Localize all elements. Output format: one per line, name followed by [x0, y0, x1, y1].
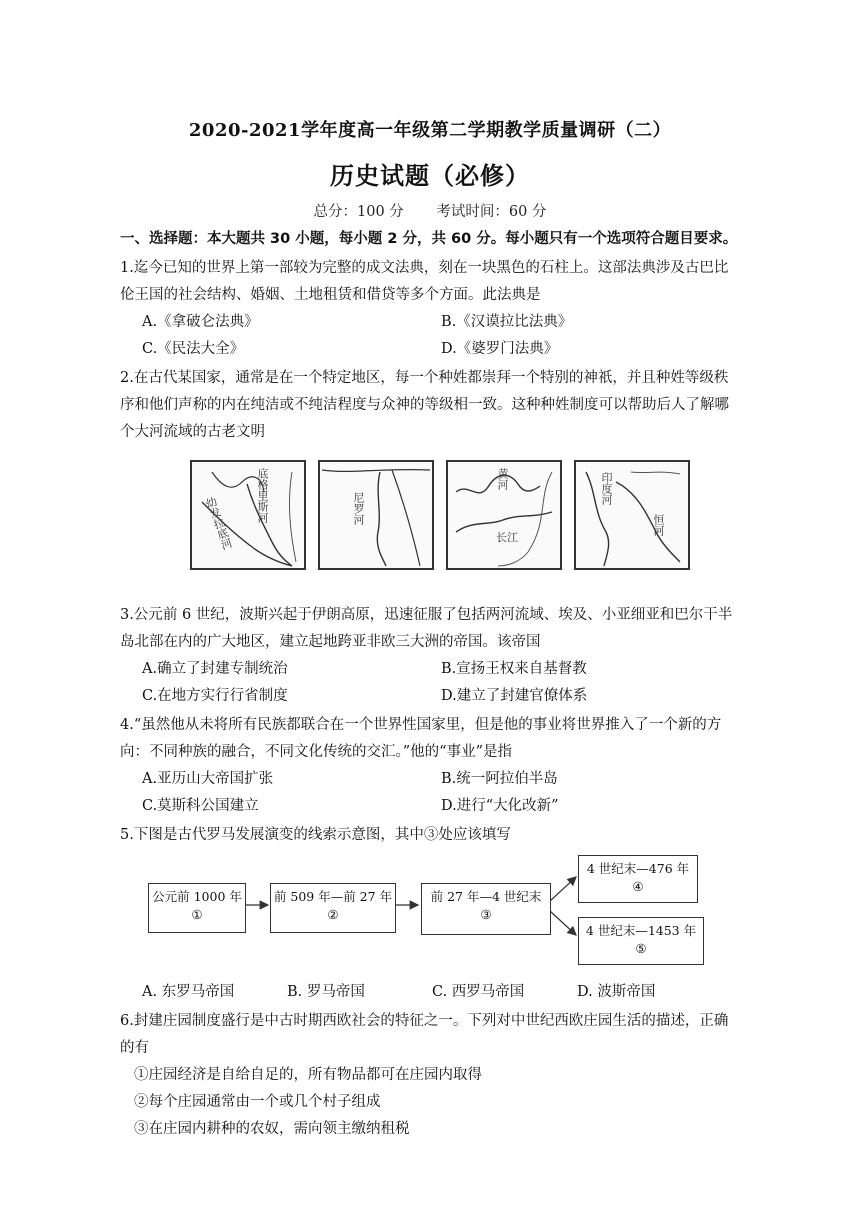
map-b — [318, 460, 434, 570]
option-b: B.统一阿拉伯半岛 — [441, 771, 558, 787]
option-a: A.《拿破仑法典》 — [142, 314, 259, 330]
question-6-item-2: ②每个庄园通常由一个或几个村子组成 — [134, 1094, 381, 1110]
question-6: 6.封建庄园制度盛行是中古时期西欧社会的特征之一。下列对中世纪西欧庄园生活的描述，正确的有 — [120, 1013, 729, 1056]
map-d-label-1: 印度河 — [600, 472, 613, 505]
question-1: 1.迄今已知的世界上第一部较为完整的成文法典，刻在一块黑色的石柱上。这部法典涉及古巴比伦王国的社会结构、婚姻、土地租赁和借贷等多个方面。此法典是 — [120, 260, 729, 303]
option-c: C.莫斯科公国建立 — [142, 798, 259, 814]
question-5: 5.下图是古代罗马发展演变的线索示意图，其中③处应该填写 — [120, 827, 511, 843]
timeline-box-2-period: 前 509 年—前 27 年 — [273, 889, 393, 904]
timeline-box-1 — [148, 883, 246, 933]
timeline-box-4 — [578, 855, 698, 903]
map-a — [190, 460, 306, 570]
subject-title: 历史试题（必修） — [330, 161, 530, 190]
map-a-label-1: 底格里斯河 — [256, 468, 269, 523]
section-heading: 一、选择题：本大题共 30 小题，每小题 2 分，共 60 分。每小题只有一个选项符合题目要求。 — [120, 231, 738, 247]
timeline-box-5-mark: ⑤ — [635, 941, 647, 956]
map-d-label-2: 恒河 — [652, 514, 665, 536]
timeline-box-5-period: 4 世纪末—1453 年 — [585, 923, 697, 938]
option-d: D.建立了封建官僚体系 — [441, 688, 588, 704]
option-c: C.《民法大全》 — [142, 341, 245, 357]
exam-time: 考试时间：60 分 — [436, 204, 547, 220]
question-6-item-3: ③在庄园内耕种的农奴，需向领主缴纳租税 — [134, 1121, 410, 1137]
question-2: 2.在古代某国家，通常是在一个特定地区，每一个种姓都崇拜一个特别的神祇，并且种姓等级秩序和他们声称的内在纯洁或不纯洁程度与众神的等级相一致。这种种姓制度可以帮助后人了解哪个大河流域的古老文明 — [120, 370, 729, 440]
question-3-options — [120, 656, 740, 710]
map-d-drawing — [576, 462, 688, 568]
option-c: C. 西罗马帝国 — [432, 984, 525, 1000]
option-b: B.《汉谟拉比法典》 — [441, 314, 573, 330]
river-maps — [190, 460, 740, 600]
option-d: D. 波斯帝国 — [577, 984, 656, 1000]
exam-content — [120, 225, 740, 1143]
map-c — [446, 460, 562, 570]
map-c-label-2: 长江 — [496, 531, 518, 544]
timeline-box-4-period: 4 世纪末—476 年 — [586, 861, 690, 876]
score-info — [0, 200, 860, 221]
timeline-box-3-mark: ③ — [480, 907, 492, 922]
option-c: C.在地方实行行省制度 — [142, 688, 288, 704]
total-score: 总分：100 分 — [313, 204, 404, 220]
timeline-box-4-mark: ④ — [632, 879, 644, 894]
option-b: B.宣扬王权来自基督教 — [441, 661, 587, 677]
question-4-options — [120, 766, 740, 820]
map-d — [574, 460, 690, 570]
map-c-label-1: 黄河 — [496, 468, 509, 490]
map-b-drawing — [320, 462, 432, 568]
option-a: A.确立了封建专制统治 — [142, 661, 288, 677]
map-b-label: 尼罗河 — [352, 492, 365, 525]
question-6-item-1: ①庄园经济是自给自足的，所有物品都可在庄园内取得 — [134, 1067, 482, 1083]
timeline-box-3-period: 前 27 年—4 世纪末 — [430, 889, 542, 904]
option-b: B. 罗马帝国 — [287, 984, 365, 1000]
timeline-box-1-mark: ① — [191, 907, 203, 922]
question-5-options — [120, 979, 740, 1006]
option-a: A. 东罗马帝国 — [142, 984, 235, 1000]
rome-timeline-diagram — [120, 855, 740, 979]
option-d: D.进行“大化改新” — [441, 798, 559, 814]
option-d: D.《婆罗门法典》 — [441, 341, 559, 357]
option-a: A.亚历山大帝国扩张 — [142, 771, 274, 787]
question-3: 3.公元前 6 世纪，波斯兴起于伊朗高原，迅速征服了包括两河流域、埃及、小亚细亚和巴尔干半岛北部在内的广大地区，建立起地跨亚非欧三大洲的帝国。该帝国 — [120, 607, 733, 650]
timeline-box-5 — [578, 917, 704, 965]
question-1-options — [120, 309, 740, 363]
timeline-box-2-mark: ② — [327, 907, 339, 922]
exam-title: 2020-2021学年度高一年级第二学期教学质量调研（二） — [188, 120, 672, 141]
timeline-box-1-period: 公元前 1000 年 — [152, 889, 242, 904]
question-4: 4.“虽然他从未将所有民族都联合在一个世界性国家里，但是他的事业将世界推入了一个新的方向：不同种族的融合，不同文化传统的交汇。”他的“事业”是指 — [120, 717, 722, 760]
timeline-box-2 — [270, 883, 396, 933]
timeline-box-3 — [421, 883, 551, 935]
map-a-label-2: 幼发拉底河 — [202, 495, 234, 552]
